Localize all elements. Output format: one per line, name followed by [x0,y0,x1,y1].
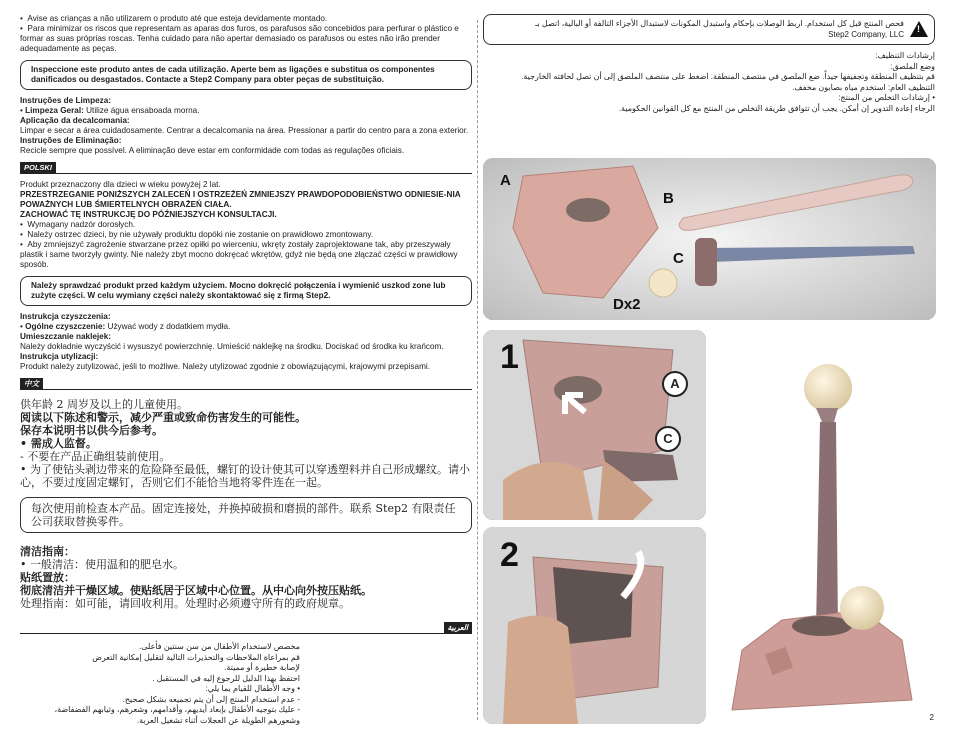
part-label-d: Dx2 [613,296,641,313]
parts-photo [483,158,936,320]
ar-top-line: • إرشادات التخلص من المنتج: [838,93,935,102]
ar-top-line: التنظيف العام: استخدم مياه بصابون مخفف. [792,82,935,92]
assembled-photo [712,330,936,724]
zh-dash-1: - 不要在产品正确组装前使用。 [20,450,171,463]
pt-decal-text: Limpar e secar a área cuidadosamente. Centrar a decalcomania na área. Pressionar a partir do centro para a zona exterior. [20,126,469,135]
pl-warning-2: ZACHOWAĆ TĘ INSTRUKCJĘ DO PÓŹNIEJSZYCH KONSULTACJI. [20,210,277,219]
assembled-ball-side [840,586,884,630]
pt-inspect-text: Inspeccione este produto antes de cada utilização. Aperte bem as ligações e substitua os componentes danificados ou desgastados. Contacte a Step2 Company para obter peças de substituição. [31,65,435,84]
zh-disposal-line: 处理指南：如可能，请回收利用。处理时必须遵守所有的政府规章。 [20,597,350,610]
arabic-section-bar [20,622,472,634]
ar-top-line: الرجاء إعادة التدوير إن أمكن. يجب أن تتوافق طريقة التخلص من المنتج مع كل القوانين الحكومية. [618,103,935,113]
zh-inspect-text: 每次使用前检查本产品。固定连接处，并换掉破损和磨损的部件。联系 Step2 有限责任公司获取替换零件。 [31,502,456,528]
ar-warning-box [483,14,935,45]
pl-decal-text: Należy dokładnie wyczyścić i wysuszyć powierzchnię. Umieścić naklejkę na środku. Dociskać od środka ku krańcom. [20,342,444,351]
step1-number: 1 [500,338,519,376]
ar-line: مخصص لاستخدام الأطفال من سن سنتين فأعلى. [139,642,300,651]
polish-tag: POLSKI [20,162,56,173]
pl-clean-line: • Ogólne czyszczenie: Używać wody z dodatkiem mydła. [20,322,231,331]
parts-illustration [483,158,936,320]
chinese-section-bar [20,378,472,390]
pl-inspect-box [20,276,472,306]
pt-clean-title: Instruções de Limpeza: [20,96,111,105]
pl-intro: Produkt przeznaczony dla dzieci w wieku powyżej 2 lat. [20,180,221,189]
pt-elim-text: Recicle sempre que possível. A eliminação deve estar em conformidade com todas as regulações oficiais. [20,146,405,155]
zh-warning-1: 阅读以下陈述和警示，减少严重或致命伤害发生的可能性。 [20,411,306,424]
pt-bullet-2: • Para minimizar os riscos que representam as aparas dos furos, os parafusos são concebidos para perfurar o plástico e formar as suas próprias roscas. Tenha cuidado para não apertar demasiado os parafusos ou estes não irão prender adequadamente as peças. [20,24,459,53]
ar-top-line: إرشادات التنظيف: [875,51,935,60]
ar-line: • وجه الأطفال للقيام بما يلي: [205,684,300,693]
pl-bullet-2: • Należy ostrzec dzieci, by nie używały produktu dopóki nie zostanie on prawidłowo zmontowany. [20,230,374,239]
pl-decal-title: Umieszczanie naklejek: [20,332,112,341]
zh-supervise: • 需成人监督。 [20,437,97,450]
ar-warning-text: فحص المنتج قبل كل استخدام. اربط الوصلات بإحكام واستبدل المكونات لاستبدال الأجزاء التالفة أو البالية، اتصل بـ [535,19,904,28]
base-socket [566,198,610,222]
right-column-text [483,14,935,114]
ar-line: احتفظ بهذا الدليل للرجوع إليه في المستقبل . [152,673,300,683]
step1-label-c: C [655,426,681,452]
pl-bullet-3: • Aby zmniejszyć zagrożenie stwarzane przez opiłki po wierceniu, wkręty zostały zaprojektowane tak, aby przeszywały plastik i same tworzyły gwinty. Nie należy zbyt mocno dokręcać wkrętów, gdyż nie będą one złączać części w prawidłowy sposób. [20,240,458,269]
step2-number: 2 [500,536,519,574]
arabic-bottom-block [20,642,300,726]
pl-inspect-text: Należy sprawdzać produkt przed każdym użyciem. Mocno dokręcić połączenia i wymienić uszkod zone lub zużyte części. W celu wymiany części należy skontaktować się z firmą Step2. [31,281,446,300]
tee-cup [816,408,838,422]
ar-line: - عدم استخدام المنتج إلى أن يتم تجميعه بشكل صحيح. [122,694,300,704]
zh-warning-2: 保存本说明书以供今后参考。 [20,424,163,437]
part-label-c: C [673,250,684,267]
zh-decal-line: 彻底清洁并干燥区域。使贴纸居于区域中心位置。从中心向外按压贴纸。 [20,584,372,597]
part-label-a: A [500,172,511,189]
zh-bullet-2: • 为了使钻头剥边带来的危险降至最低，螺钉的设计使其可以穿透塑料并自己形成螺纹。请小心，不要过度固定螺钉，否则它们不能恰当地将零件连在一起。 [20,463,470,489]
pl-bullet-1: • Wymagany nadzór dorosłych. [20,220,136,229]
assembled-illustration [712,330,936,724]
ar-top-line: قم بتنظيف المنطقة وتجفيفها جيداً. ضع الملصق في منتصف المنطقة. اضغط على منتصف الملصق إلى أن تصل لحافته الخارجية. [521,72,935,81]
ar-line: قم بمراعاة الملاحظات والتحذيرات التالية لتقليل إمكانية التعرض [92,652,300,662]
pt-clean-line: • Limpeza Geral: Utilize água ensaboada morna. [20,106,200,115]
zh-inspect-box [20,497,472,533]
part-label-b: B [663,190,674,207]
ar-company: Step2 Company, LLC [828,29,904,39]
page-number: 2 [929,713,934,722]
ar-top-line: وضع الملصق: [890,61,935,71]
zh-clean-title: 清洁指南： [20,545,75,558]
left-column [20,14,472,726]
pl-util-title: Instrukcja utylizacji: [20,352,99,361]
assembled-ball-top [804,364,852,412]
step1-socket [554,376,602,404]
ar-line: - عليك بتوجيه الأطفال بإبعاد أيديهم، وأقدامهم، وشعرهم، وثيابهم الفضفاضة، [54,705,300,714]
chinese-tag: 中文 [20,378,43,389]
zh-decal-title: 贴纸置放： [20,571,75,584]
zh-age: 供年龄 2 周岁及以上的儿童使用。 [20,398,188,411]
pl-util-text: Produkt należy zutylizować, jeśli to możliwe. Należy utylizować zgodnie z obowiązującymi, krajowymi przepisami. [20,362,430,371]
pt-bullet-1: • Avise as crianças a não utilizarem o produto até que esteja devidamente montado. [20,14,328,23]
ar-line: لإصابة خطيرة أو مميتة. [224,663,300,672]
tee-handle-part [695,238,717,286]
step2-hand [503,616,578,724]
step1-label-a: A [662,371,688,397]
zh-clean-line: • 一般清洁：使用温和的肥皂水。 [20,558,184,571]
pl-warning-1: PRZESTRZEGANIE PONIŻSZYCH ZALECEŃ I OSTRZEŻEŃ ZMNIEJSZY PRAWDOPODOBIEŃSTWO ODNIESIE-NIA POWAŻNYCH LUB ŚMIERTELNYCH OBRAŻEŃ CIAŁA. [20,190,461,209]
polish-section-bar [20,162,472,174]
column-divider [477,20,479,720]
tee-pole [816,422,838,630]
ball-part [649,269,677,297]
pl-clean-title: Instrukcja czyszczenia: [20,312,111,321]
ar-line: وشعورهم الطويلة عن العجلات أثناء تشغيل العربة. [136,715,300,725]
pt-decal-title: Aplicação da decalcomania: [20,116,130,125]
pt-inspect-box [20,60,472,90]
pt-elim-title: Instruções de Eliminação: [20,136,122,145]
warning-triangle-icon: ! [910,21,928,37]
arabic-tag: العربية [444,622,473,633]
